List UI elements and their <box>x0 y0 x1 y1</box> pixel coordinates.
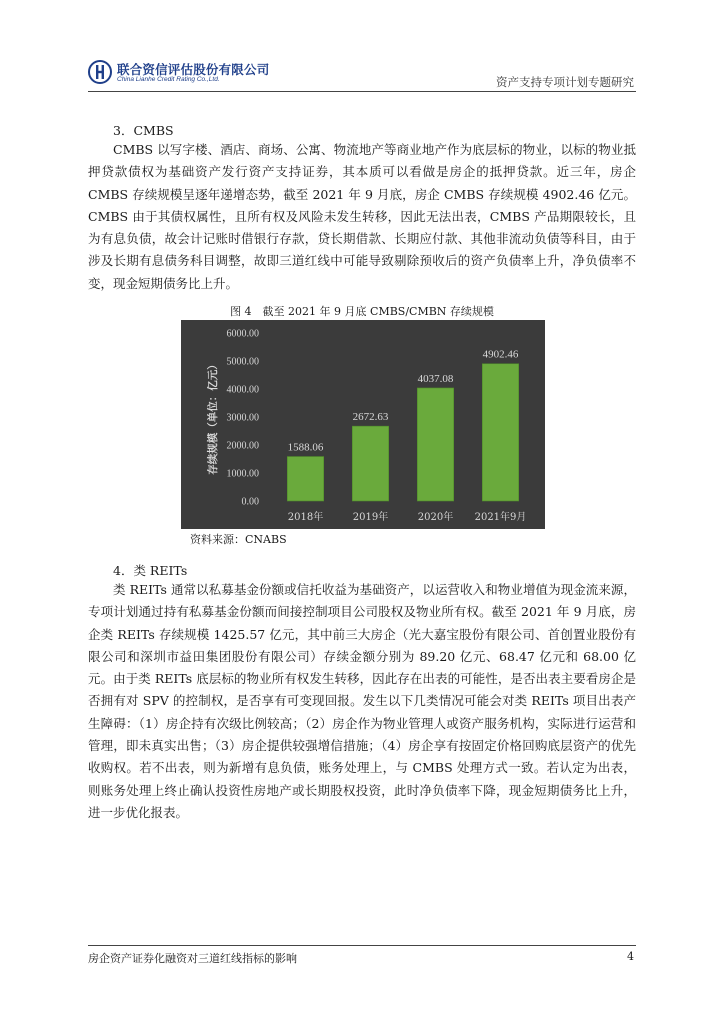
x-tick-label: 2019年 <box>352 512 389 523</box>
y-tick-label: 4000.00 <box>226 384 259 396</box>
bar-1 <box>287 457 323 501</box>
page-number: 4 <box>627 950 634 963</box>
y-tick-label: 6000.00 <box>226 328 259 340</box>
bar-3 <box>417 388 453 501</box>
bar-value-label: 4037.08 <box>417 372 454 385</box>
footer-divider <box>88 945 636 946</box>
section-paragraph-cmbs: CMBS 以写字楼、酒店、商场、公寓、物流地产等商业地产作为底层标的物业，以标的物业抵押贷款债权为基础资产发行资产支持证券，其本质可以看做是房企的抵押贷款。近三年，房企 CMBS 存续规模呈逐年递增态势，截至 2021 年 9 月底，房企 CMBS 存续规模 4902.46 亿元。CMBS 由于其债权属性，且所有权及风险未发生转移，因此无法出表，CMBS 产品期限较长，且为有息负债，故会计记账时借银行存款，贷长期借款、长期应付款、其他非流动负债等科目，由于涉及长期有息债务科目调整，故即三道红线中可能导致剔除预收后的资产负债率上升，净负债率不变，现金短期债务比上升。 <box>88 142 636 291</box>
bar-2 <box>352 426 388 501</box>
figure-caption: 图 4 截至 2021 年 9 月底 CMBS/CMBN 存续规模 <box>230 305 494 318</box>
section-heading-reits: 4．类 REITs <box>113 563 188 578</box>
bar-chart <box>181 320 545 529</box>
bar-4 <box>482 364 518 501</box>
figure-source: 资料来源：CNABS <box>190 533 287 546</box>
y-tick-label: 5000.00 <box>226 356 259 368</box>
y-tick-label: 0.00 <box>241 496 259 508</box>
section-paragraph-reits: 类 REITs 通常以私募基金份额或信托收益为基础资产，以运营收入和物业增值为现金流来源，专项计划通过持有私募基金份额而间接控制项目公司股权及物业所有权。截至 2021 年 9 月底，房企类 REITs 存续规模 1425.57 亿元，其中前三大房企（光大嘉宝股份有限公司、首创置业股份有限公司和深圳市益田集团股份有限公司）存续金额分别为 89.20 亿元、68.47 亿元和 68.00 亿元。由于类 REITs 底层标的物业所有权发生转移，因此存在出表的可能性，是否出表主要看房企是否拥有对 SPV 的控制权，是否享有可变现回报。发生以下几类情况可能会对类 REITs 项目出表产生障碍：（1）房企持有次级比例较高；（2）房企作为物业管理人或资产服务机构，实际进行运营和管理，即未真实出售；（3）房企提供较强增信措施；（4）房企享有按固定价格回购底层资产的优先收购权。若不出表，则为新增有息负债，账务处理上，与 CMBS 处理方式一致。若认定为出表，则账务处理上终止确认投资性房地产或长期股权投资，此时净负债率下降，现金短期债务比上升，进一步优化报表。 <box>88 582 636 820</box>
company-name-cn: 联合资信评估股份有限公司 <box>117 62 270 77</box>
header-divider <box>88 91 636 92</box>
x-tick-label: 2021年9月 <box>474 512 527 523</box>
bar-value-label: 4902.46 <box>482 348 519 361</box>
company-logo-icon <box>88 60 112 84</box>
chart-y-axis-label: 存续规模（单位：亿元） <box>207 359 219 475</box>
bar-value-label: 2672.63 <box>352 411 389 424</box>
footer-title: 房企资产证券化融资对三道红线指标的影响 <box>88 952 297 965</box>
x-tick-label: 2018年 <box>287 512 324 523</box>
document-title: 资产支持专项计划专题研究 <box>496 75 634 89</box>
y-tick-label: 2000.00 <box>226 440 259 452</box>
y-tick-label: 1000.00 <box>226 468 259 480</box>
y-tick-label: 3000.00 <box>226 412 259 424</box>
company-name-en: China Lianhe Credit Rating Co.,Ltd. <box>117 76 220 83</box>
section-heading-cmbs: 3．CMBS <box>113 123 174 138</box>
x-tick-label: 2020年 <box>417 512 454 523</box>
bar-value-label: 1588.06 <box>287 441 324 454</box>
